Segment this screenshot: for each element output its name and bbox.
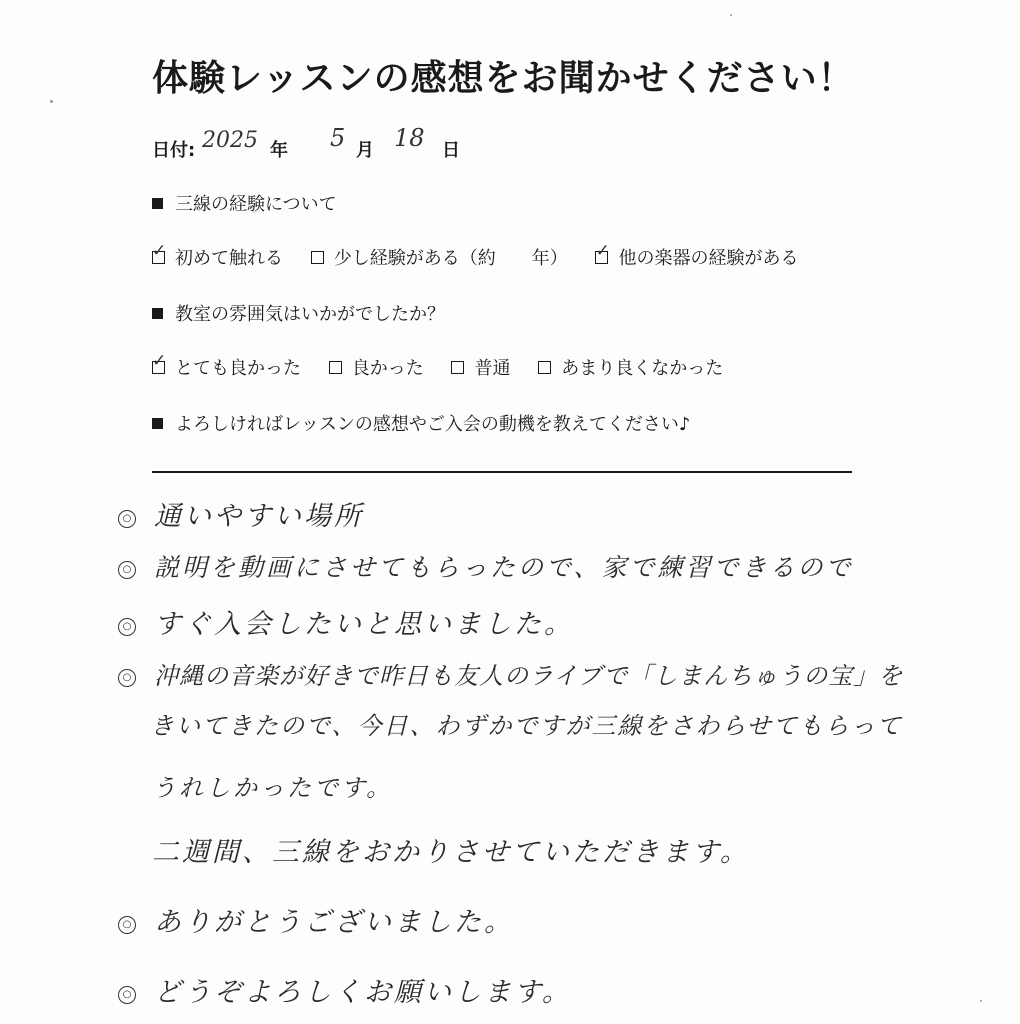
hand-line: ○ 説明を動画にさせてもらったので、家で練習できるので (118, 548, 854, 584)
hand-line: ○ ありがとうございました。 (118, 900, 514, 939)
option-not-good[interactable] (538, 354, 723, 380)
checkbox-icon[interactable] (329, 361, 342, 374)
option-very-good[interactable] (152, 354, 301, 380)
question-experience (152, 190, 337, 216)
date-row (152, 124, 492, 162)
option-label: 少し経験がある（約 年） (333, 248, 568, 269)
hand-line: ○ すぐ入会したいと思いました。 (118, 602, 574, 641)
hand-line: ○ どうぞよろしくお願いします。 (118, 970, 572, 1009)
option-normal[interactable] (451, 354, 510, 380)
bullet-square-icon (152, 418, 163, 429)
bullet-square-icon (152, 198, 163, 209)
hand-line: 二週間、三線をおかりさせていただきます。 (152, 837, 750, 868)
question-atmosphere-heading: 教室の雰囲気はいかがでしたか？ (175, 304, 445, 325)
option-other-instrument[interactable] (595, 244, 798, 270)
day-suffix: 日 (442, 140, 460, 161)
date-year-value: 2025 (202, 128, 258, 153)
option-label: 普通 (474, 358, 511, 379)
year-suffix: 年 (270, 140, 288, 161)
option-some-experience[interactable] (311, 244, 568, 270)
scan-speck (730, 14, 732, 16)
option-label: 良かった (351, 358, 424, 379)
scan-speck (980, 1000, 982, 1002)
option-label: 他の楽器の経験がある (618, 248, 799, 269)
option-label: あまり良くなかった (561, 358, 724, 379)
scan-speck (50, 100, 53, 103)
question-experience-heading: 三線の経験について (175, 194, 337, 215)
circle-bullet-icon: ○ (118, 561, 136, 579)
circle-bullet-icon: ○ (118, 669, 136, 687)
question-comments-heading: よろしければレッスンの感想やご入会の動機を教えてください♪ (175, 414, 691, 435)
form-title: 体験レッスンの感想をお聞かせください！ (152, 58, 855, 99)
checkbox-checked-icon[interactable] (152, 251, 165, 264)
date-day-value: 18 (394, 124, 425, 152)
hand-line: うれしかったです。 (152, 774, 394, 802)
option-first-time[interactable] (152, 244, 283, 270)
month-suffix: 月 (356, 140, 374, 161)
option-good[interactable] (329, 354, 424, 380)
circle-bullet-icon: ○ (118, 986, 136, 1004)
option-label: 初めて触れる (175, 248, 283, 269)
date-label: 日付: (152, 140, 196, 161)
hand-line: ○ 沖縄の音楽が好きで昨日も友人のライブで「しまんちゅうの宝」を (118, 656, 903, 691)
hand-line: きいてきたので、今日、わずかですが三線をさわらせてもらって (150, 712, 903, 740)
circle-bullet-icon: ○ (118, 916, 136, 934)
experience-options (152, 244, 820, 270)
hand-line: ○ 通いやすい場所 (118, 494, 364, 533)
checkbox-icon[interactable] (451, 361, 464, 374)
checkbox-checked-icon[interactable] (595, 251, 608, 264)
question-atmosphere (152, 300, 445, 326)
circle-bullet-icon: ○ (118, 510, 136, 528)
answer-line (152, 471, 852, 473)
bullet-square-icon (152, 308, 163, 319)
option-label: とても良かった (175, 358, 301, 379)
circle-bullet-icon: ○ (118, 618, 136, 636)
atmosphere-options (152, 354, 745, 380)
date-month-value: 5 (330, 124, 346, 152)
checkbox-icon[interactable] (538, 361, 551, 374)
checkbox-checked-icon[interactable] (152, 361, 165, 374)
question-comments (152, 410, 690, 436)
checkbox-icon[interactable] (311, 251, 324, 264)
